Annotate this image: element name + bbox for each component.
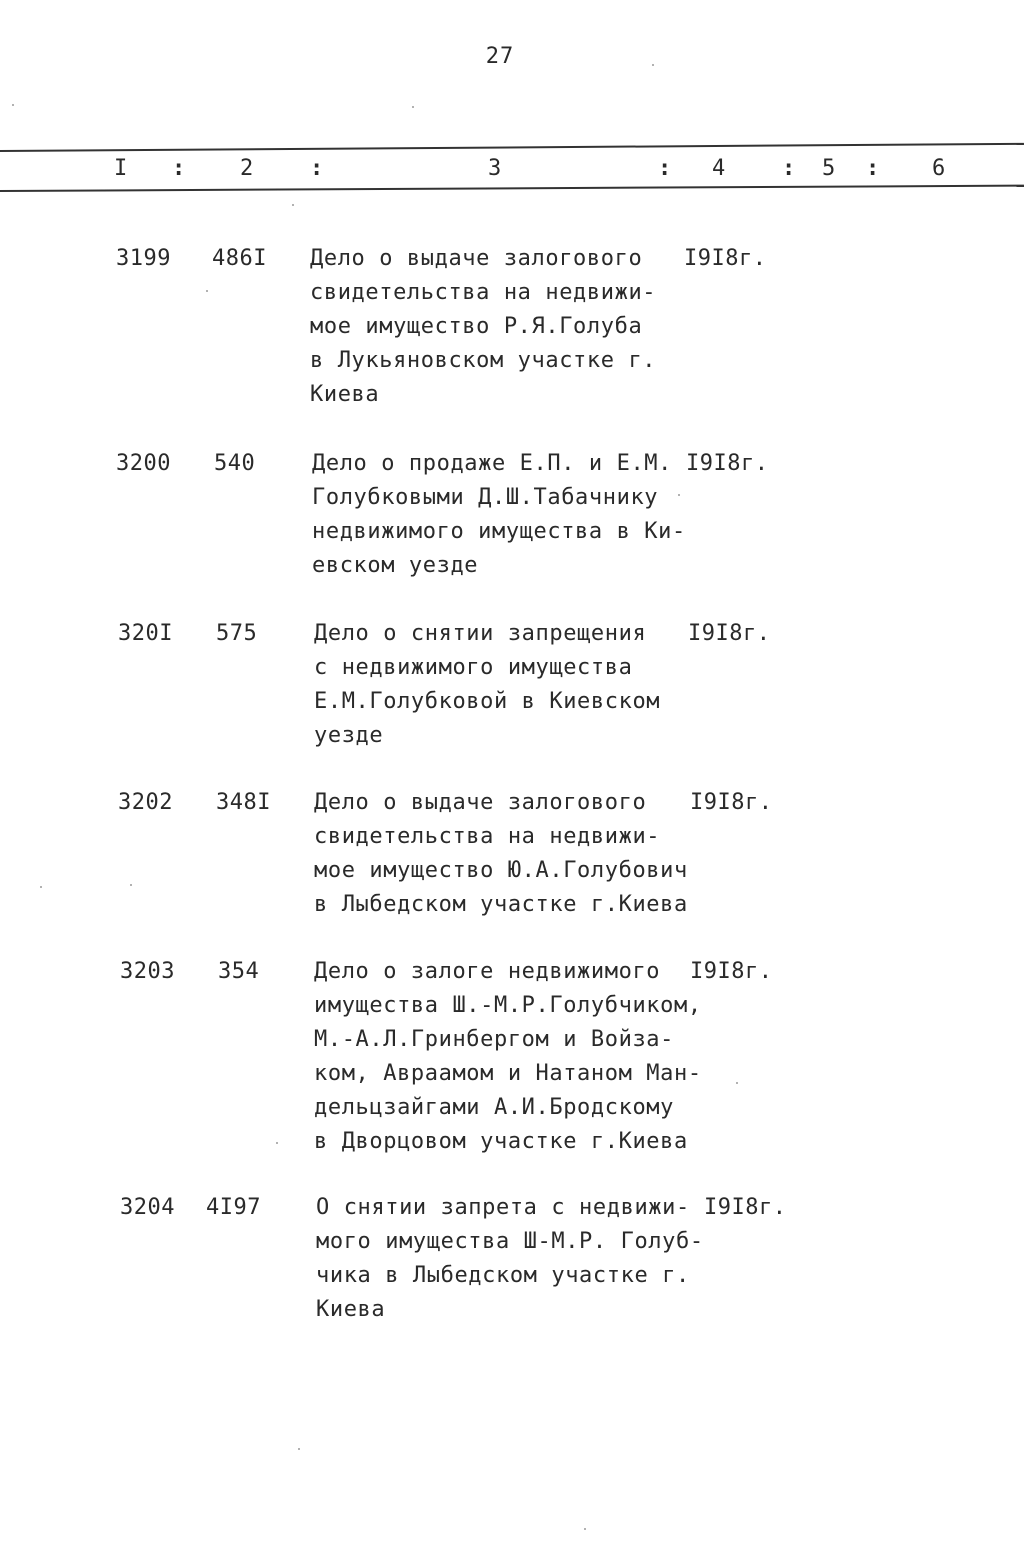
description-line: чика в Лыбедском участке г. xyxy=(316,1263,690,1288)
description-line: мое имущество Ю.А.Голубович xyxy=(314,858,688,883)
description-line: уезде xyxy=(314,723,384,748)
description-line: Дело о выдаче залогового xyxy=(314,790,647,815)
scan-speck xyxy=(206,290,208,292)
description-line: евском уезде xyxy=(312,553,479,578)
description-line: имущества Ш.-М.Р.Голубчиком, xyxy=(314,993,702,1018)
case-year: I9I8г. xyxy=(686,451,769,476)
column-header-6: 6 xyxy=(932,156,946,181)
column-header-1: I xyxy=(114,156,128,181)
description-line: свидетельства на недвижи- xyxy=(314,824,661,849)
description-line: Дело о снятии запрещения xyxy=(314,621,647,646)
description-line: мое имущество Р.Я.Голуба xyxy=(310,314,643,339)
reference-number: 575 xyxy=(216,621,258,646)
case-description xyxy=(314,955,734,1159)
description-line: свидетельства на недвижи- xyxy=(310,280,657,305)
scan-speck xyxy=(678,494,680,496)
description-line: мого имущества Ш-М.Р. Голуб- xyxy=(316,1229,704,1254)
scan-speck xyxy=(276,1142,278,1144)
case-year: I9I8г. xyxy=(690,959,773,984)
description-line: Киева xyxy=(316,1297,386,1322)
scan-speck xyxy=(40,886,42,888)
description-line: Е.М.Голубковой в Киевском xyxy=(314,689,661,714)
scan-speck xyxy=(584,1528,586,1530)
description-line: О снятии запрета с недвижи- xyxy=(316,1195,690,1220)
case-year: I9I8г. xyxy=(704,1195,787,1220)
case-description xyxy=(314,786,734,922)
scan-speck xyxy=(736,1082,738,1084)
column-separator: : xyxy=(172,156,186,181)
description-line: с недвижимого имущества xyxy=(314,655,633,680)
item-number: 3204 xyxy=(120,1195,175,1220)
description-line: Дело о залоге недвижимого xyxy=(314,959,661,984)
case-description xyxy=(316,1191,736,1327)
column-separator: : xyxy=(310,156,324,181)
description-line: дельцзайгами А.И.Бродскому xyxy=(314,1095,674,1120)
column-header-2: 2 xyxy=(240,156,254,181)
case-year: I9I8г. xyxy=(690,790,773,815)
column-header-5: 5 xyxy=(822,156,836,181)
case-description xyxy=(314,617,734,753)
column-separator: : xyxy=(658,156,672,181)
column-header-3: 3 xyxy=(488,156,502,181)
column-header-4: 4 xyxy=(712,156,726,181)
item-number: 3202 xyxy=(118,790,173,815)
description-line: в Лыбедском участке г.Киева xyxy=(314,892,688,917)
page-number: 27 xyxy=(485,44,515,69)
item-number: 3199 xyxy=(116,246,171,271)
scan-speck xyxy=(130,884,132,886)
scan-speck xyxy=(12,104,14,106)
header-bottom-rule xyxy=(0,185,1024,192)
description-line: недвижимого имущества в Ки- xyxy=(312,519,686,544)
case-year: I9I8г. xyxy=(684,246,767,271)
item-number: 320I xyxy=(118,621,173,646)
description-line: Киева xyxy=(310,382,380,407)
column-separator: : xyxy=(782,156,796,181)
item-number: 3203 xyxy=(120,959,175,984)
description-line: в Лукьяновском участке г. xyxy=(310,348,657,373)
description-line: ком, Авраамом и Натаном Ман- xyxy=(314,1061,702,1086)
scan-speck xyxy=(412,106,414,108)
description-line: М.-А.Л.Гринбергом и Войза- xyxy=(314,1027,674,1052)
description-line: Дело о выдаче залогового xyxy=(310,246,643,271)
scan-speck xyxy=(298,1448,300,1450)
reference-number: 354 xyxy=(218,959,260,984)
case-description xyxy=(310,242,730,412)
scan-speck xyxy=(652,64,654,66)
case-year: I9I8г. xyxy=(688,621,771,646)
reference-number: 540 xyxy=(214,451,256,476)
description-line: Голубковыми Д.Ш.Табачнику xyxy=(312,485,659,510)
item-number: 3200 xyxy=(116,451,171,476)
case-description xyxy=(312,447,732,583)
description-line: Дело о продаже Е.П. и Е.М. xyxy=(312,451,672,476)
description-line: в Дворцовом участке г.Киева xyxy=(314,1129,688,1154)
header-top-rule xyxy=(0,143,1024,152)
column-separator: : xyxy=(866,156,880,181)
reference-number: 4I97 xyxy=(206,1195,261,1220)
reference-number: 486I xyxy=(212,246,267,271)
scan-speck xyxy=(292,204,294,206)
reference-number: 348I xyxy=(216,790,271,815)
